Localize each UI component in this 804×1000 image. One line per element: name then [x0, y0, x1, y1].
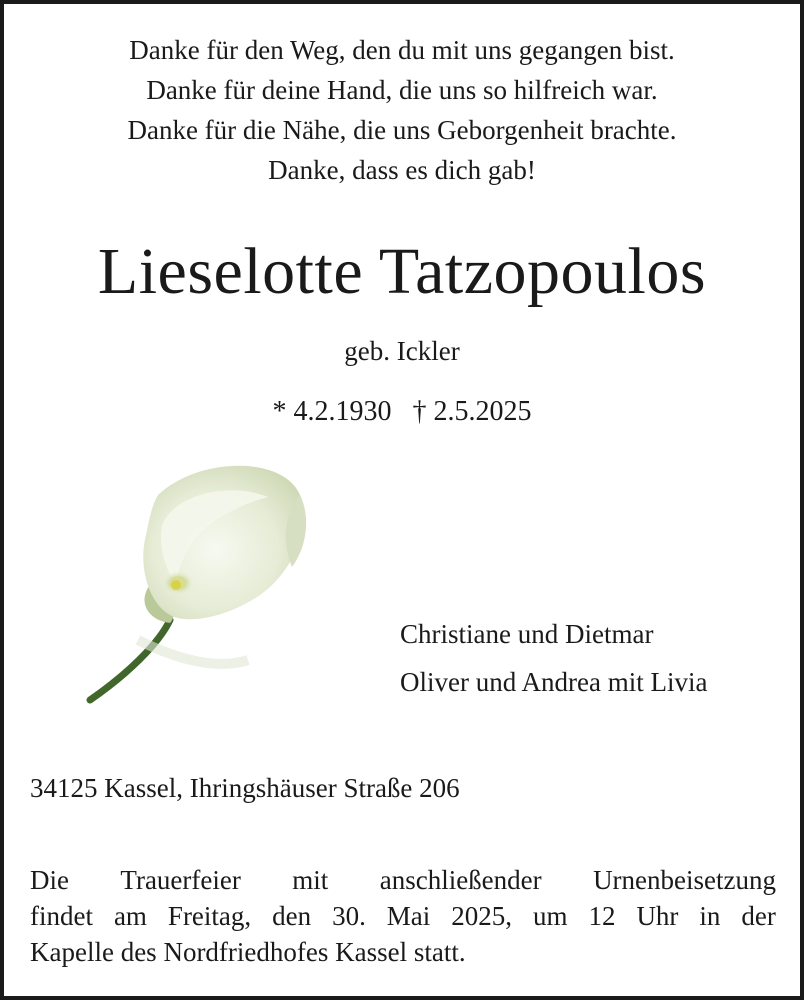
poem-line: Danke für deine Hand, die uns so hilfreich war. [146, 75, 658, 105]
funeral-notice [30, 862, 776, 970]
poem-line: Danke für den Weg, den du mit uns gegangen bist. [129, 35, 675, 65]
word: den [272, 901, 312, 931]
funeral-line-2 [30, 898, 776, 934]
poem-line: Danke für die Nähe, die uns Geborgenheit brachte. [127, 115, 677, 145]
word: 30. [332, 901, 366, 931]
funeral-line-3: Kapelle des Nordfriedhofes Kassel statt. [30, 937, 466, 967]
word: Freitag, [167, 901, 252, 931]
word: findet [30, 901, 93, 931]
funeral-line-1 [30, 862, 776, 898]
word: 2025, [451, 901, 513, 931]
word: anschließender [379, 865, 542, 895]
mourner: Oliver und Andrea mit Livia [400, 667, 708, 697]
poem [0, 30, 804, 190]
maiden-name: geb. Ickler [344, 336, 460, 366]
word: Urnenbeisetzung [593, 865, 776, 895]
word: Uhr [636, 901, 679, 931]
word: Mai [386, 901, 431, 931]
deceased-name: Lieselotte Tatzopoulos [97, 235, 707, 308]
poem-line: Danke, dass es dich gab! [268, 155, 536, 185]
mourner: Christiane und Dietmar [400, 619, 654, 649]
mourners-list [400, 610, 707, 706]
calla-lily-icon [78, 455, 328, 715]
word: in [699, 901, 721, 931]
life-dates [0, 393, 804, 431]
word: am [113, 901, 147, 931]
word: Die [30, 865, 69, 895]
word: mit [292, 865, 329, 895]
address: 34125 Kassel, Ihringshäuser Straße 206 [30, 773, 460, 803]
birth-date: * 4.2.1930 [272, 396, 392, 427]
word: Trauerfeier [120, 865, 241, 895]
death-date: † 2.5.2025 [412, 396, 532, 427]
word: 12 [588, 901, 616, 931]
word: um [532, 901, 568, 931]
word: der [741, 901, 776, 931]
